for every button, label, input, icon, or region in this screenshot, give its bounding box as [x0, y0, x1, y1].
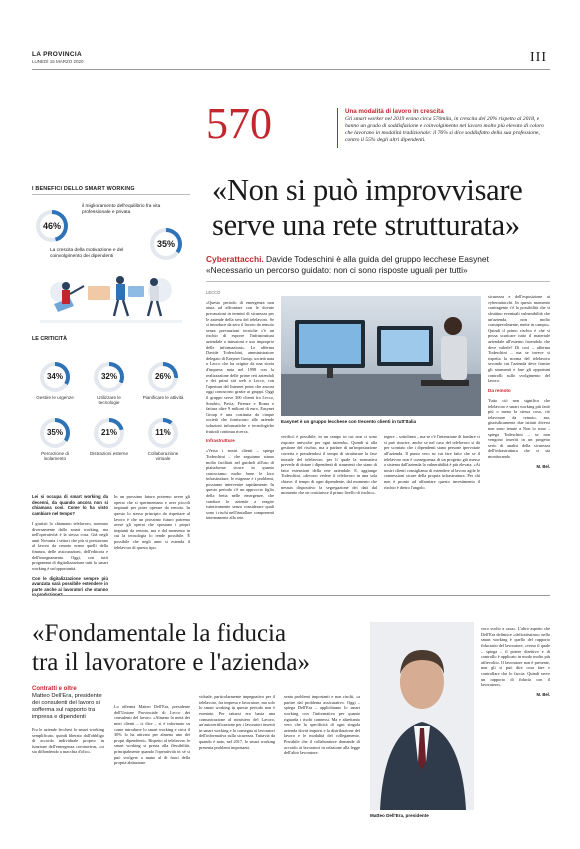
article2-col4-text: senta problemi importanti e non risolti, «a partire dal problema assicurativo. Oggi – spiega Dell'Era – applichiamo lo smart working con l'informativa per quanto riguarda i rischi connessi. Ma e altrettanto vero che la specificità di ogni singola azienda dovrà imporsi e la distribuzione del lavoro e le modalità del collegamento. Possibile che il collaboratore domande di accordo ai lavoratori in relazione alla legge dell'altro lavoratore.: [284, 694, 360, 756]
article1-col1b-text: «Verso i nostri clienti – spiega Todeschini – che seguiamo siamo molto facilitati nel guidarli all'uso di piattaforme sicure in quanto conosciamo molto bene le loro infrastrutture, le esigenze e i problemi, possiamo intervenire rapidamente. In questo periodo c'è un approccio figlio della fretta nelle emergenze, che conduce le aziende a reagire istintivamente senza considerare quali sono i rischi nell'installare componenti internamente alla rete.: [206, 448, 274, 521]
article1-col4b-text: Tutto ciò non significa che telelavoro e smart working più fattò più o meno la stessa cosa, ciò telavorare da remoto, ma, giurisdicamente due istituti diversi non sono tenute a Non lo sono – spiega Todeschini – se non vengono inseriti in un progetto serio di analisi della sicurezza dell'infrastruttura che si sta monitorando.: [488, 397, 550, 459]
criticita-label: Collaborazione virtuale: [147, 451, 179, 462]
page-number: III: [530, 50, 547, 65]
article2-kicker: Contratti e oltre: [32, 686, 77, 692]
article2-photo: [370, 622, 474, 810]
criticita-title: LE CRITICITÀ: [32, 336, 68, 342]
article1-col1-text: «Questo periodo di emergenza non aiuta ad affrontare con le dovute precauzioni in termini di sicurezza per le aziende della sera del telelavoro. Se si introduce da zero il lavoro da remoto senza precauzioni tecniche c'è un rischio di esporre l'infrastruttura aziendale a intrusioni e uso improprio delle informazioni». Le afferma Davide Todeschini, amministratore delegato di Easynet Group, società nata a Lecco che ha origine da una storia d'impresa nata nel 1998 con la realizzazione delle prime reti aziendali e dei primi siti web a Lecco, con l'apertura del Internet point che ancora oggi conoscono grazie ai gruppi. Oggi il gruppo serve 300 clienti fra Lecco, Sondrio, Pavia, Firenze e Roma e fattura oltre 9 milioni di euro. Easynet Group è una costituita da cinque società che forniscono alle aziende soluzioni informatiche e tecnologiche fruttodi continua ricerca.: [206, 299, 275, 434]
benefit-pct-2: 35%: [156, 239, 175, 249]
criticita-pct: 32%: [100, 372, 117, 381]
article1-deck-rule: [206, 281, 550, 282]
section-rule: [32, 595, 550, 596]
criticita-pct: 11%: [155, 428, 171, 437]
criticita-label: Pianificare le attività: [142, 395, 184, 400]
criticita-pct: 34%: [46, 372, 63, 381]
criticita-pct: 26%: [154, 372, 171, 381]
stat-number: 570: [206, 99, 272, 148]
article1-col4-subhead: Da remoto: [488, 388, 511, 394]
article2-headline-line1: «Fondamentale la fiducia: [32, 620, 287, 647]
remote-workers-illustration: [40, 264, 182, 330]
article2-column-1: [32, 686, 104, 832]
article2-col5-text: voro svolto a casa». L'altro aspetto che Dell'Era definisce «delicatissimo» nello smart working è quello del rapporto fiduciario del lavoratore, «verso il quale – spiega – il potere direttivo e di controllo è applicato in modo molto più affievolito. Il lavoratore non è presente, non gli si può dire cosa fare e controllare che lo faccia. Quindi serve un rapporto di fiducia con il lavoratore».: [481, 626, 550, 688]
criticita-label: Percezione di isolamento: [41, 451, 69, 462]
criticita-label: Gestire le urgenze: [36, 395, 74, 400]
office-monitors-illustration: [281, 296, 481, 416]
box-column-1: [32, 490, 108, 598]
article1-signature: M. Bel.: [536, 463, 550, 469]
portrait-illustration: [370, 622, 474, 810]
article1-col1-subhead: Infrastrutture: [206, 438, 235, 444]
header-rule: [32, 69, 550, 70]
benefit-label-1: il miglioramento dell'equilibrio fra vita professionale e privata: [82, 204, 161, 215]
benefit-pct-1: 46%: [42, 221, 61, 231]
criticita-pct: 21%: [100, 428, 117, 437]
article1-kicker: Cyberattacchi.: [206, 254, 264, 264]
article2-headline-line2: tra il lavoratore e l'azienda»: [32, 649, 310, 676]
article2-column-5: [481, 622, 550, 832]
criticita-label: Distrazioni esterne: [89, 451, 129, 456]
article2-col2-text: Lo afferma Matteo Dell'Era, presidente dell'Unione Provinciale di Lecco dei consulenti del lavoro. «Almeno la metà dei miei clienti – ci dice – si è informato su come introdurre lo smart working e circa il 30% lo ha attivato per almeno uno dei propri dipendenti». Rispetto al telelavoro lo smart working si presta alla flessibilità, principalmente quando l'operatività in sé si può svolgere a mano al di fuori della propria abitazione.: [114, 704, 190, 766]
article2-column-4: [284, 690, 360, 832]
article1-deck: [206, 254, 551, 265]
article1-col2-text: verificò è possibile, in un campo in cui non ci sono risposte univoche per ogni azienda». Quindi si alla gestione del rischio, ma a parlare di un'impostazione corretta e prendendosi il tempo di strutturare la fase iniziale del telelavoro, per li quale la normativa prevede di dotare i dipendenti di strumenti che siano di fatto estensioni della rete aziendale. E, aggiunge Todeschini, «devono vedere il telelavoro in una sola chiave: il tempo di ogni dipendente, dal momento che nessun dispositivo la segregazione dei dati dal momento che ne costituisce il primo livello di rischio».: [281, 434, 377, 496]
article1-col4-text: sicurezza e dell'esposizione ai cybertattacchi. In questo momento contingente c'è la possibilità che si sfruttino eventuali vulnerabilità che un'azienda, non molto consapevolmente, mette in campo». Quindi il primo rischio è che si possa scaricare tutto il materiale aziendale all'esterno facendolo che deve valerle? Di così – afferma Todeschini – ma se invece si rispetta la norma del telelavoro secondo cui l'azienda deve fornire gli strumenti e fare gli opportuni controlli sullo svolgimento del lavoro.: [488, 294, 550, 384]
article1-deck-b: «Necessario un percorso guidato: non ci sono risposte uguali per tutti»: [206, 265, 468, 275]
article2-photo-caption: Matteo Dell'Era, presidente: [370, 813, 429, 818]
box-answer-2: In un prossimo futuro potremo avere gli operai che si sperimentano e aver piccoli impiantì per poter operare da remoto. In questo lo stesso principio da rispettare al lavoro è che un prossimo futuro potremo avere gli operai che spostano i propri impianti da remoto, ma e dal momento in cui la tecnologia lo rende possibile. È possibile che negli anni si estenda il telelavoro di questo tipo.: [114, 494, 190, 550]
stat-text: Gli smart worker nel 2019 erano circa 570mila, in crescita del 20% rispetto al 2018, e hanno un grado di soddisfazione e coinvolgimento nel lavoro molto più elevato di coloro che lavorano in modalità tradizionale: il 76% si dice soddisfatto della sua professione, contro il 55% degli altri dipendenti.: [345, 116, 544, 143]
issue-date: LUNEDÌ 16 MARZO 2020: [32, 59, 84, 64]
article1-column-3: [384, 430, 480, 582]
article2-col3-text: viduale, particolarmente impegnativo per il telelavoro, fra impresa e lavoratore, ma solo lo smart working in questo periodo non è esentato. Per tattarsi era basta una comunicazione al ministero del Lavoro, un'autocertificazione per i lavoratori inseriti in smart working e la consegna ai lavoratori dell'informativa sulla sicurezza. Tuttavia da quando è nato, nel 2017, lo smart working presenta problemi importanti.: [199, 694, 275, 750]
stat-divider: [337, 108, 338, 148]
criticita-pct: 35%: [46, 428, 63, 437]
article1-photo-caption: Easynet è un gruppo lecchese con trecento clienti in tutt'Italia: [281, 419, 417, 424]
box-question-1: Lei si occupa di smart working da decenni, da quando ancora non si chiamava così. Come lo ha visto cambiare nel tempo?: [32, 494, 108, 517]
title-rule: [32, 194, 190, 195]
article1-column-2: [281, 430, 377, 582]
box-column-2: [114, 490, 190, 584]
box-question-2: Con le digitalizzazione sempre più avanzata sarà possibile estendere in parte anche ai lavoratori che stanno in produzione?: [32, 575, 108, 598]
article2-column-3: [199, 690, 275, 832]
article1-dateline: LECCO: [206, 290, 221, 295]
article1-column-4: [488, 290, 550, 584]
article2-column-2: [114, 700, 190, 832]
article2-col1-text: Fra le aziende lecchesi lo smart working semplificato, quindi liberato dall'obbligo di accordo individuale proprio in funzione dell'emergenza coronavirus, «si sta diffondendo a macchia d'olio».: [32, 727, 104, 755]
infographic-panel: [32, 172, 190, 476]
criticita-label: Utilizzare le tecnologie: [97, 395, 121, 406]
article1-deck-a: Davide Todeschini è alla guida del gruppo lecchese Easynet: [263, 254, 489, 264]
article2-deck: Matteo Dell'Era, presidente dei consulenti del lavoro si sofferma sul rapporto tra impresa e dipendenti: [32, 693, 102, 720]
article2-signature: M. Bel.: [536, 692, 550, 698]
infographic-title: I BENEFICI DELLO SMART WORKING: [32, 186, 135, 192]
masthead: LA PROVINCIA: [32, 51, 82, 58]
article1-photo: [281, 296, 481, 416]
article1-col3-text: tegere – sottolinea – ma se c'è l'intenzione di fondare ci si può riuscire, anche se nel caso del telelavoro si dà per scontato che i dipendenti siano persone ipervotate all'azienda. Il punto vero su cui fare fatto che se il telelavoro non è conseguenza di un progetto già messo a sistema dall'azienda la vulnerabilità è più elevata. «Ai nostri clienti consigliamo di estendere al lavoro agile le connessioni sicure della propria infrastruttura. Per chi non è pronto ad affrontare questo investimento il rischio è dietro l'angolo.: [384, 434, 480, 490]
benefit-label-2: La crescita della motivazione e del coinvolgimento dei dipendenti: [50, 248, 124, 259]
box-answer-1: I giuristi lo chiamano telelavoro, normato diversamente dallo smart working, ma nell'operatività è la stessa cosa. Già negli anni Novanta i settori che più si prestavano al lavoro da remoto erano quelli della finanza, delle assicurazioni, dell'editoria e dell'insegnamento. Oggi, con tutti programmi di digitalizzazione tutti lo smart working è un'opportunità.: [32, 520, 108, 571]
article1-column-1: [206, 290, 274, 584]
stat-title: Una modalità di lavoro in crescita: [345, 108, 444, 115]
article1-headline-line1: «Non si può improvvisare: [212, 173, 523, 207]
article1-headline-line2: serve una rete strutturata»: [212, 208, 520, 242]
